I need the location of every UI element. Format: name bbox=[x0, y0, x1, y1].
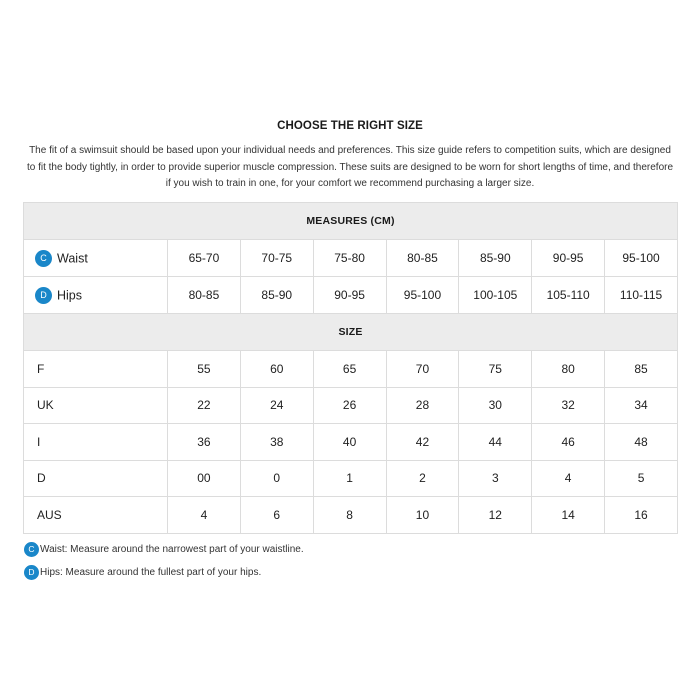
table-cell: 10 bbox=[386, 497, 459, 534]
size-guide-table bbox=[23, 202, 678, 534]
size-row-aus bbox=[24, 497, 678, 534]
size-row-uk bbox=[24, 387, 678, 424]
table-cell: 90-95 bbox=[532, 240, 605, 277]
waist-note bbox=[24, 541, 624, 558]
table-cell: 55 bbox=[168, 351, 241, 388]
table-cell: 46 bbox=[532, 424, 605, 461]
table-cell: 95-100 bbox=[386, 277, 459, 314]
table-cell: 110-115 bbox=[605, 277, 678, 314]
hips-badge-icon: D bbox=[35, 287, 52, 304]
table-cell: 44 bbox=[459, 424, 532, 461]
table-cell: 1 bbox=[313, 460, 386, 497]
table-cell: 65-70 bbox=[168, 240, 241, 277]
waist-note-text: Waist: Measure around the narrowest part of your waistline. bbox=[40, 544, 304, 555]
table-cell: 60 bbox=[240, 351, 313, 388]
table-cell: 5 bbox=[605, 460, 678, 497]
table-cell: 90-95 bbox=[313, 277, 386, 314]
table-cell: 0 bbox=[240, 460, 313, 497]
table-cell: 95-100 bbox=[605, 240, 678, 277]
row-label: F bbox=[24, 351, 168, 388]
table-cell: 16 bbox=[605, 497, 678, 534]
table-cell: 22 bbox=[168, 387, 241, 424]
row-label bbox=[24, 240, 168, 277]
table-cell: 85-90 bbox=[240, 277, 313, 314]
table-cell: 38 bbox=[240, 424, 313, 461]
table-cell: 34 bbox=[605, 387, 678, 424]
measures-header-row bbox=[24, 203, 678, 240]
table-cell: 28 bbox=[386, 387, 459, 424]
size-header-row bbox=[24, 314, 678, 351]
table-cell: 26 bbox=[313, 387, 386, 424]
table-cell: 40 bbox=[313, 424, 386, 461]
table-cell: 80 bbox=[532, 351, 605, 388]
table-cell: 70 bbox=[386, 351, 459, 388]
table-cell: 75 bbox=[459, 351, 532, 388]
table-cell: 85-90 bbox=[459, 240, 532, 277]
row-label: I bbox=[24, 424, 168, 461]
measure-row-hips bbox=[24, 277, 678, 314]
waist-label: Waist bbox=[57, 251, 88, 265]
row-label: AUS bbox=[24, 497, 168, 534]
size-header: SIZE bbox=[24, 314, 678, 351]
intro-paragraph: The fit of a swimsuit should be based upon your individual needs and preferences. This size guide refers to competition suits, which are designed to fit the body tightly, in order to provide superior muscle compression. These suits are designed to be worn for short lengths of time, and therefore if you wish to train in one, for your comfort we recommend purchasing a larger size. bbox=[26, 145, 674, 189]
table-cell: 32 bbox=[532, 387, 605, 424]
table-cell: 36 bbox=[168, 424, 241, 461]
size-row-f bbox=[24, 351, 678, 388]
table-cell: 100-105 bbox=[459, 277, 532, 314]
table-cell: 80-85 bbox=[386, 240, 459, 277]
row-label bbox=[24, 277, 168, 314]
table-cell: 6 bbox=[240, 497, 313, 534]
table-cell: 24 bbox=[240, 387, 313, 424]
page-title: CHOOSE THE RIGHT SIZE bbox=[277, 120, 423, 132]
size-row-i bbox=[24, 424, 678, 461]
table-cell: 30 bbox=[459, 387, 532, 424]
table-cell: 00 bbox=[168, 460, 241, 497]
measure-row-waist bbox=[24, 240, 678, 277]
waist-badge-icon: C bbox=[35, 250, 52, 267]
table-cell: 48 bbox=[605, 424, 678, 461]
table-cell: 3 bbox=[459, 460, 532, 497]
table-cell: 2 bbox=[386, 460, 459, 497]
table-cell: 4 bbox=[168, 497, 241, 534]
table-cell: 65 bbox=[313, 351, 386, 388]
measures-header: MEASURES (CM) bbox=[24, 203, 678, 240]
table-cell: 42 bbox=[386, 424, 459, 461]
hips-note-badge-icon: D bbox=[24, 565, 39, 580]
measurement-notes bbox=[24, 541, 624, 587]
table-cell: 12 bbox=[459, 497, 532, 534]
hips-label: Hips bbox=[57, 288, 83, 302]
table-cell: 4 bbox=[532, 460, 605, 497]
row-label: UK bbox=[24, 387, 168, 424]
size-row-d bbox=[24, 460, 678, 497]
hips-note bbox=[24, 564, 624, 581]
waist-note-badge-icon: C bbox=[24, 542, 39, 557]
table-cell: 85 bbox=[605, 351, 678, 388]
hips-note-text: Hips: Measure around the fullest part of your hips. bbox=[40, 567, 262, 578]
table-cell: 105-110 bbox=[532, 277, 605, 314]
table-cell: 75-80 bbox=[313, 240, 386, 277]
row-label: D bbox=[24, 460, 168, 497]
table-cell: 80-85 bbox=[168, 277, 241, 314]
table-cell: 70-75 bbox=[240, 240, 313, 277]
table-cell: 14 bbox=[532, 497, 605, 534]
table-cell: 8 bbox=[313, 497, 386, 534]
